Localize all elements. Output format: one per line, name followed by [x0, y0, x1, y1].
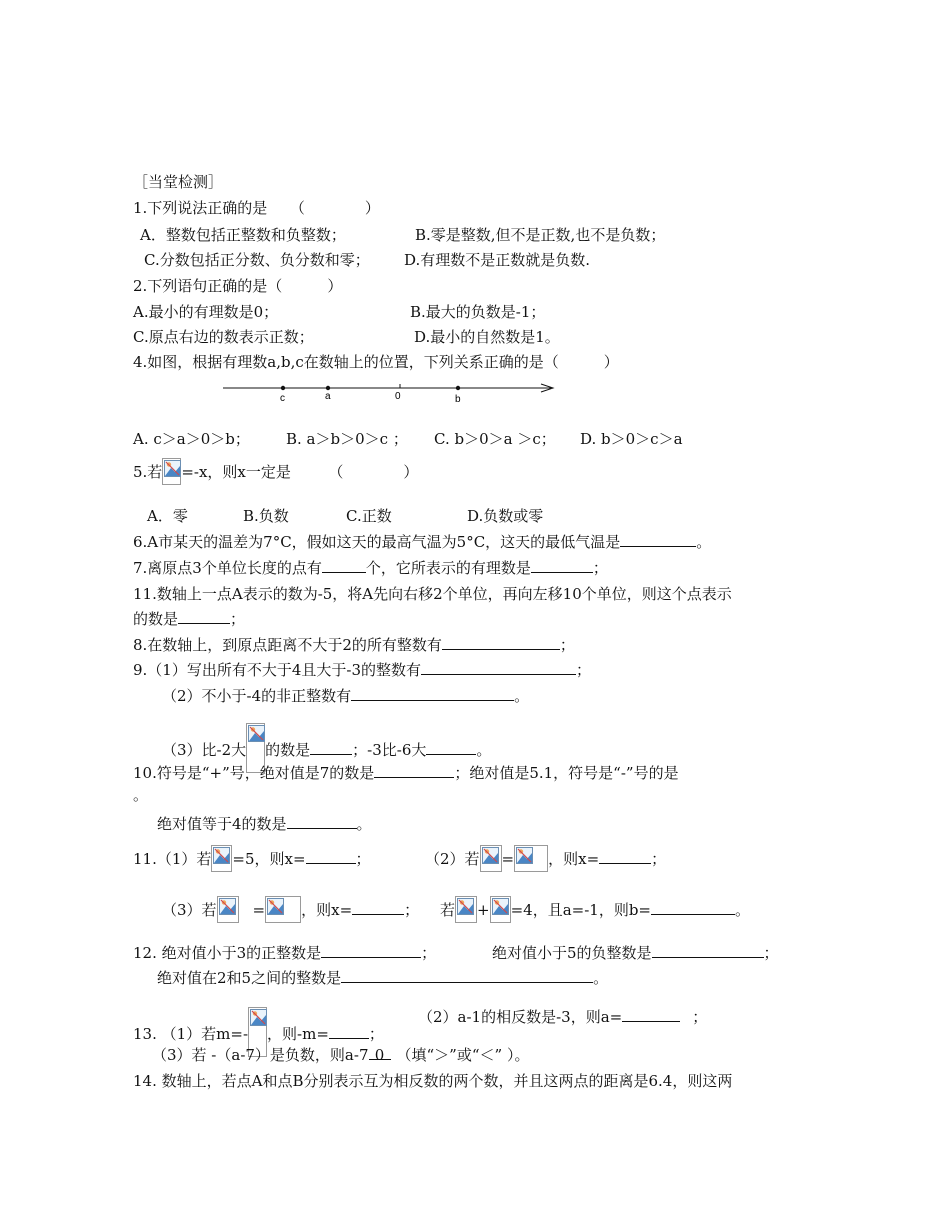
q9-p3-end: 。 — [476, 741, 492, 759]
q11-p4-end: 。 — [735, 901, 751, 919]
q10-a: 10.符号是“+”号，绝对值是7的数是 — [133, 764, 375, 782]
q7-blank-1[interactable] — [322, 558, 366, 573]
q7-line — [133, 558, 608, 578]
q11-p1-b: =5，则x= — [232, 850, 306, 868]
q11-p3-c: ，则x= — [301, 901, 353, 919]
q11-part-1 — [133, 845, 371, 872]
q13-a: 13. （1）若m=- — [133, 1025, 249, 1043]
number-line-figure — [215, 378, 565, 406]
q12-a: 12. 绝对值小于3的正整数是 — [133, 944, 322, 962]
q11-p4-a: 若 — [440, 901, 456, 919]
q2-option-d: D.最小的自然数是1。 — [414, 328, 560, 346]
q1-option-d: D.有理数不是正数就是负数. — [404, 251, 591, 269]
label-0: 0 — [395, 391, 401, 402]
q11a-end: ； — [230, 610, 246, 628]
point-a — [326, 386, 330, 390]
q13-part-3 — [152, 1045, 529, 1065]
q13-c: （2）a-1的相反数是-3，则a= — [418, 1008, 623, 1026]
q11-p4-b: + — [477, 901, 490, 919]
label-c: c — [280, 393, 285, 404]
q11a-line1: 11.数轴上一点A表示的数为-5，将A先向右移2个单位，再向左移10个单位，则这个点表示 — [133, 585, 732, 603]
q11-part-3 — [162, 896, 419, 923]
q13-blank-3[interactable]: 0 — [369, 1045, 391, 1060]
q5-option-c: C.正数 — [346, 507, 392, 525]
q6-blank[interactable] — [620, 532, 696, 547]
q13-blank-1[interactable] — [329, 1024, 369, 1039]
image-placeholder-icon — [217, 896, 239, 923]
q5-pre: 5.若 — [133, 463, 163, 481]
q11-p1-end: ； — [355, 850, 371, 868]
q10-blank-1[interactable] — [374, 763, 454, 778]
q10-b: ；绝对值是5.1，符号是“-”号的是 — [454, 764, 679, 782]
q7-end: ； — [592, 559, 608, 577]
point-c — [281, 386, 285, 390]
q13-d: （3）若 -（a-7）是负数，则a-7 — [152, 1046, 369, 1064]
q4-option-d: D. b＞0＞c＞a — [580, 430, 683, 448]
q2-option-b: B.最大的负数是-1； — [410, 303, 546, 321]
q9-blank-1[interactable] — [421, 660, 576, 675]
q12-blank-1[interactable] — [321, 943, 421, 958]
q11-p3-b: = — [252, 901, 266, 919]
q2-stem: 2.下列语句正确的是（ ） — [133, 277, 343, 295]
q11-blank-2[interactable] — [599, 849, 651, 864]
q4-option-b: B. a＞b＞0＞c ； — [286, 430, 408, 448]
q11-p2-c: ，则x= — [548, 850, 600, 868]
image-placeholder-icon — [265, 896, 301, 923]
q10-blank-2[interactable] — [287, 814, 357, 829]
q12-a-end: ； — [421, 944, 437, 962]
q11-p4-c: =4，且a=-1，则b= — [510, 901, 651, 919]
q11-part-4 — [440, 896, 750, 923]
q7-blank-2[interactable] — [531, 558, 593, 573]
q1-option-b: B.零是整数,但不是正数,也不是负数； — [415, 226, 666, 244]
q5-option-a: A．零 — [147, 507, 188, 525]
q9-blank-3[interactable] — [310, 740, 352, 755]
q12-part-b — [492, 943, 779, 963]
q8-line — [133, 635, 575, 655]
q9-p3-c: ；-3比-6大 — [352, 741, 427, 759]
q8-blank[interactable] — [442, 635, 560, 650]
q5-option-b: B.负数 — [243, 507, 289, 525]
q5-post: =-x，则x一定是 （ ） — [181, 463, 419, 481]
image-placeholder-icon — [211, 845, 232, 872]
q10-line1 — [133, 763, 679, 783]
q11-p2-end: ； — [651, 850, 667, 868]
q12-c-end: 。 — [593, 969, 609, 987]
q12-blank-3[interactable] — [341, 968, 593, 983]
section-title: ［当堂检测］ — [133, 173, 224, 191]
q4-option-a: A. c＞a＞0＞b； — [133, 430, 250, 448]
q13-c-end: ； — [692, 1008, 708, 1026]
q9-p3-a: （3）比-2大 — [162, 741, 247, 759]
q13-part-2 — [418, 1007, 707, 1027]
q14-line: 14. 数轴上，若点A和点B分别表示互为相反数的两个数，并且这两点的距离是6.4，则这两 — [133, 1072, 733, 1090]
q5-option-d: D.负数或零 — [467, 507, 544, 525]
q12-blank-2[interactable] — [652, 943, 764, 958]
q11-blank-3[interactable] — [352, 900, 404, 915]
q12-c: 绝对值在2和5之间的整数是 — [157, 969, 342, 987]
q7-part-a: 7.离原点3个单位长度的点有 — [133, 559, 322, 577]
q11a-line2-text: 的数是 — [133, 610, 179, 628]
q9-p3-b: 的数是 — [265, 741, 311, 759]
q10-line2 — [157, 814, 372, 834]
q9-blank-4[interactable] — [426, 740, 476, 755]
q11-p3-end: ； — [404, 901, 420, 919]
q9-p1-end: ； — [576, 661, 592, 679]
q13-b: ，则-m= — [267, 1025, 329, 1043]
q9-part-1 — [133, 660, 591, 680]
q4-option-c: C. b＞0＞a ＞c； — [434, 430, 556, 448]
q11-p2-b: = — [501, 850, 515, 868]
q5-line — [133, 458, 418, 485]
q11-p3-a: （3）若 — [162, 901, 217, 919]
q6-text: 6.A市某天的温差为7°C，假如这天的最高气温为5°C，这天的最低气温是 — [133, 533, 621, 551]
q8-text: 8.在数轴上，到原点距离不大于2的所有整数有 — [133, 636, 442, 654]
q9-blank-2[interactable] — [351, 686, 514, 701]
q12-part-c — [157, 968, 608, 988]
q6-line — [133, 532, 711, 552]
q13-e: （填“＞”或“＜” ）。 — [396, 1046, 530, 1064]
image-placeholder-icon — [514, 845, 548, 872]
q6-end: 。 — [696, 533, 712, 551]
q12-b-end: ； — [763, 944, 779, 962]
q9-p2-text: （2）不小于-4的非正整数有 — [162, 687, 352, 705]
q10-c: 绝对值等于4的数是 — [157, 815, 287, 833]
q9-p1-text: 9.（1）写出所有不大于4且大于-3的整数有 — [133, 661, 422, 679]
q11-blank-1[interactable] — [306, 849, 356, 864]
q11a-blank[interactable] — [178, 609, 230, 624]
q10-wrap: 。 — [133, 786, 149, 804]
image-placeholder-icon — [162, 458, 181, 485]
q11-p2-a: （2）若 — [425, 850, 480, 868]
label-b: b — [455, 394, 461, 405]
q11-part-2 — [425, 845, 666, 872]
q12-part-a — [133, 943, 436, 963]
point-b — [456, 386, 460, 390]
q11-p1-a: 11.（1）若 — [133, 850, 212, 868]
q1-stem: 1.下列说法正确的是 （ ） — [133, 199, 380, 217]
q2-option-c: C.原点右边的数表示正数； — [133, 328, 314, 346]
q2-option-a: A.最小的有理数是0； — [133, 303, 279, 321]
q1-option-c: C.分数包括正分数、负分数和零； — [144, 251, 370, 269]
q10-c-end: 。 — [356, 815, 372, 833]
q13-blank-2[interactable] — [622, 1007, 680, 1022]
q9-p2-end: 。 — [514, 687, 530, 705]
image-placeholder-icon — [455, 896, 477, 923]
q13-b-end: ； — [368, 1025, 384, 1043]
q8-end: ； — [559, 636, 575, 654]
image-placeholder-icon — [480, 845, 502, 872]
q4-stem: 4.如图，根据有理数a,b,c在数轴上的位置，下列关系正确的是（ ） — [133, 353, 619, 371]
q9-part-2 — [162, 686, 529, 706]
q11-blank-4[interactable] — [651, 900, 735, 915]
label-a: a — [325, 391, 331, 402]
image-placeholder-icon — [490, 896, 511, 923]
q7-part-b: 个，它所表示的有理数是 — [365, 559, 531, 577]
q11a-line2 — [133, 609, 245, 629]
q12-b: 绝对值小于5的负整数是 — [492, 944, 652, 962]
q1-option-a: A．整数包括正整数和负整数； — [140, 226, 346, 244]
